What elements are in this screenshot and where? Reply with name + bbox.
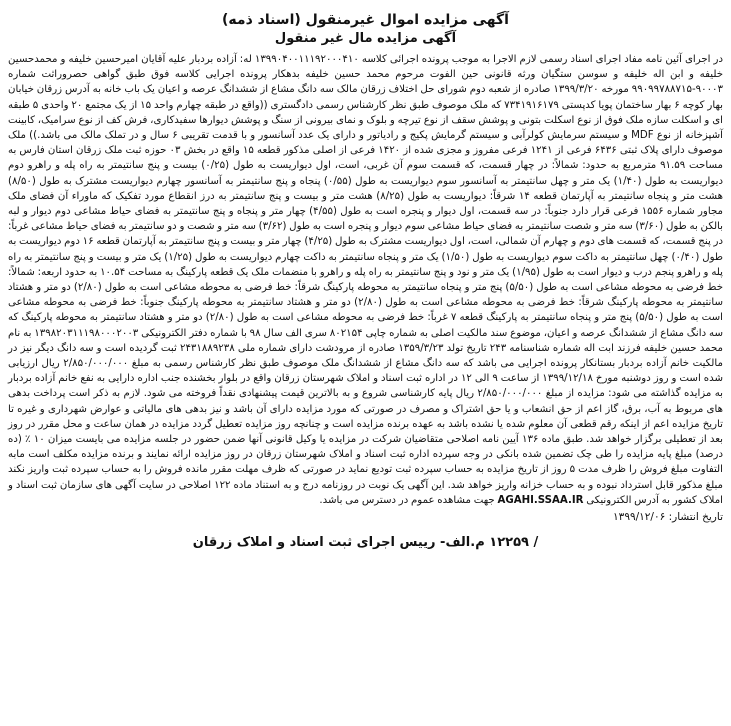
notice-title: آگهی مزایده اموال غیرمنقول (اسناد ذمه) bbox=[222, 12, 509, 28]
notice-subtitle: آگهی مزایده مال غیر منقول bbox=[274, 31, 457, 46]
notice-body-end: جهت مشاهده عموم در دسترس می باشد. bbox=[319, 494, 495, 506]
notice-body-text: در اجرای آئین نامه مفاد اجرای اسناد رسمی لازم الاجرا به موجب پرونده اجرائی کلاسه ۱۳۹۹۰۴۰۰۱۱۱۹۲۰۰۰۴۱۰ له: آزاده بردبار علیه آقایان امیرحسین خلیفه و محمدحسین خلیفه و ابن اله خلیفه و سوسن ستگیان ورثه قانونی حین الفوت مرحوم محمد حسین خلیفه بدهکار پرونده اجرایی کلاسه فوق طبق گواهی حصروراثت شماره ۹۰۰۰۳-۹۹۰۹۹۷۸۸۷۱۵ مورخه ۱۳۹۹/۳/۲۰ صادره از شعبه دوم شورای حل اختلاف زرقان مالک سه دانگ مشاع از ششدانگ عرصه و اعیان یک باب خانه به آدرس زرقان خیابان بهار کوچه ۶ بهار ساختمان پویا کدپستی ۷۳۴۱۹۱۶۱۷۹ که ملک موصوف طبق نظر کارشناس رسمی دادگستری ((واقع در طبقه چهارم واحد ۱۵ از یک مجتمع ۲۰ واحدی ۵ طبقه ای و اسکلت سازه ملک فوق از نوع اسکلت بتونی و پوشش سقف از نوع تیرچه و بلوک و نمای بیرونی از سنگ و پوشش دیوارها سفیدکاری، فرش کف از نوع سرامیک، کابینت آشپزخانه از نوع MDF و سیستم سرمایش کولرآبی و سیستم گرمایش پکیج و رادیاتور و دارای یک عدد آسانسور و با قدمت تقریبی ۶ سال و در تملک مالک می باشد.)) ملک موصوف دارای پلاک ثبتی ۶۴۳۶ فرعی از ۱۲۴۱ فرعی مفروز و مجزی شده از ۱۴۲۰ فرعی از اصلی مذکور قطعه ۱۵ واقع در بخش ۰۳ حوزه ثبت ملک زرقان استان فارس به مساحت ۹۱.۵۹ مترمربع به حدود: شمالاً: در چهار قسمت، که قسمت سوم آن غربی، است، اول دیواریست به طول (۰/۲۵) بیست و پنج سانتیمتر به راه پله و راهرو دوم دیواریست به طول (۱/۴۰) یک متر و چهل سانتیمتر به آسانسور سوم دیواریست به طول (۰/۵۵) پنجاه و پنج سانتیمتر به آسانسور چهارم دیواریست مشترک به طول (۸/۵۰) هشت متر و پنجاه سانتیمتر به آپارتمان قطعه ۱۴ شرقاً: دیواریست به طول (۸/۲۵) هشت متر و بیست و پنج سانتیمتر به درز انقطاع مورد تفکیک که ماوراء آن فضای ملک مجاور شماره ۱۵۵۶ فرعی قرار دارد جنوباً: در سه قسمت، اول دیوار و پنجره است به طول (۴/۵۵) چهار متر و پنجاه و پنج سانتیمتر به فضای حیاط مشاعی دوم دیوار و لبه بالکن به طول (۳/۶۰) سه متر و شصت سانتیمتر به فضای حیاط مشاعی سوم دیوار و پنجره است به طول (۳/۶۲) سه متر و شصت و دو سانتیمتر به فضای حیاط مشاعی غرباً: در پنج قسمت، که قسمت های دوم و چهارم آن شمالی، است، اول دیواریست مشترک به طول (۴/۲۵) چهار متر و بیست و پنج سانتیمتر به آپارتمان قطعه ۱۶ دوم دیواریست به طول (۰/۴۰) چهل سانتیمتر به داکت سوم دیواریست به طول (۱/۵۰) یک متر و پنجاه سانتیمتر به داکت چهارم دیواریست به طول (۱/۲۵) یک متر و بیست و پنج سانتیمتر به راه پله و راهرو پنجم درب و دیوار است به طول (۱/۹۵) یک متر و نود و پنج سانتیمتر به راه پله و راهرو با منضمات ملک یک قطعه پارکینگ به مساحت ۱۰.۵۴ به حدود اربعه: شمالاً: خط فرضی به محوطه مشاعی است به طول (۵/۵۰) پنج متر و پنجاه سانتیمتر به محوطه پارکینگ شرقاً: خط فرضی به محوطه مشاعی است به طول (۲/۸۰) دو متر و هشتاد سانتیمتر به محوطه پارکینگ شرقاً: خط فرضی به محوطه مشاعی است به طول (۲/۸۰) دو متر و هشتاد سانتیمتر به محوطه پارکینگ جنوباً: خط فرضی به محوطه مشاعی است به طول (۵/۵۰) پنج متر و پنجاه سانتیمتر به پارکینگ قطعه ۷ غرباً: خط فرضی به محوطه مشاعی است به طول (۲/۸۰) دو متر و هشتاد سانتیمتر به محوطه پارکینگ که سه دانگ مشاع از ششدانگ عرصه و اعیان، موضوع سند مالکیت اصلی به شماره چاپی ۸۰۲۱۵۴ سری الف سال ۹۸ با شماره دفتر الکترونیکی ۱۳۹۸۲۰۳۱۱۱۹۸۰۰۰۲۰۰۳ به نام محمد حسین خلیفه فرزند ابت اله شماره شناسنامه ۲۴۳ تاریخ تولد ۱۳۵۹/۳/۲۳ صادره از مرودشت دارای شماره ملی ۲۴۳۱۸۸۹۲۳۸ ثبت گردیده است و سه دانگ دیگر نیز در مالکیت خانم آزاده بردبار بستانکار پرونده اجرایی می باشد که سه دانگ مشاع از ششدانگ ملک موصوف طبق نظر کارشناس رسمی به مبلغ ۲/۸۵۰/۰۰۰/۰۰۰ ریال ارزیابی شده است و روز دوشنبه مورخ ۱۳۹۹/۱۲/۱۸ از ساعت ۹ الی ۱۲ در اداره ثبت اسناد و املاک شهرستان زرقان واقع در بلوار بخشنده جنب اداره دارایی به نفع خانم آزاده بردبار به مزایده گذاشته می شود: مزایده از مبلغ ۲/۸۵۰/۰۰۰/۰۰۰ ریال پایه کارشناسی شروع و به بالاترین قیمت پیشنهادی نقداً فروخته می شود. لازم به ذکر است پرداخت بدهی های مربوط به آب، برق، گاز اعم از حق انشعاب و یا حق اشتراک و مصرف در صورتی که مورد مزایده دارای آن باشد و نیز بدهی های مالیاتی و عوارض شهرداری و غیره تا تاریخ مزایده اعم از اینکه رقم قطعی آن معلوم شده یا نشده باشد به عهده برنده مزایده است و چنانچه روز مزایده تعطیل گردد مزایده در همان ساعت و محل مقرر در روز بعد از تعطیلی برگزار خواهد شد. طبق ماده ۱۳۶ آیین نامه اصلاحی متقاضیان شرکت در مزایده یا وکیل قانونی آنها ضمن حضور در جلسه مزایده می بایست میزان ۱۰ ٪ (ده درصد) مبلغ پایه مزایده را طی چک تضمین شده بانکی در وجه سپرده اداره ثبت اسناد و املاک شهرستان زرقان در روز مزایده ارائه نمایند و برنده مزایده مکلف است مابه التفاوت مبلغ فروش را ظرف مدت ۵ روز از تاریخ مزایده به حساب سپرده ثبت تودیع نماید در صورتی که ظرف مهلت مقرر مانده فروش را به حساب سپرده ثبت واریز نکند مبلغ مذکور قابل استرداد نبوده و به حساب خزانه واریز خواهد شد. این آگهی یک نوبت در روزنامه درج و به استناد ماده ۱۲۲ اصلاحی در سایت آگهی های سازمان ثبت اسناد و املاک کشور به آدرس الکترونیکی bbox=[8, 54, 724, 506]
notice-body bbox=[8, 52, 723, 508]
signature: / ۱۲۲۵۹ م.الف- رییس اجرای ثبت اسناد و املاک زرقان bbox=[192, 535, 539, 551]
publication-date: تاریخ انتشار: ۱۳۹۹/۱۲/۰۶ bbox=[613, 511, 723, 524]
website-address: AGAHI.SSAA.IR bbox=[497, 494, 584, 506]
